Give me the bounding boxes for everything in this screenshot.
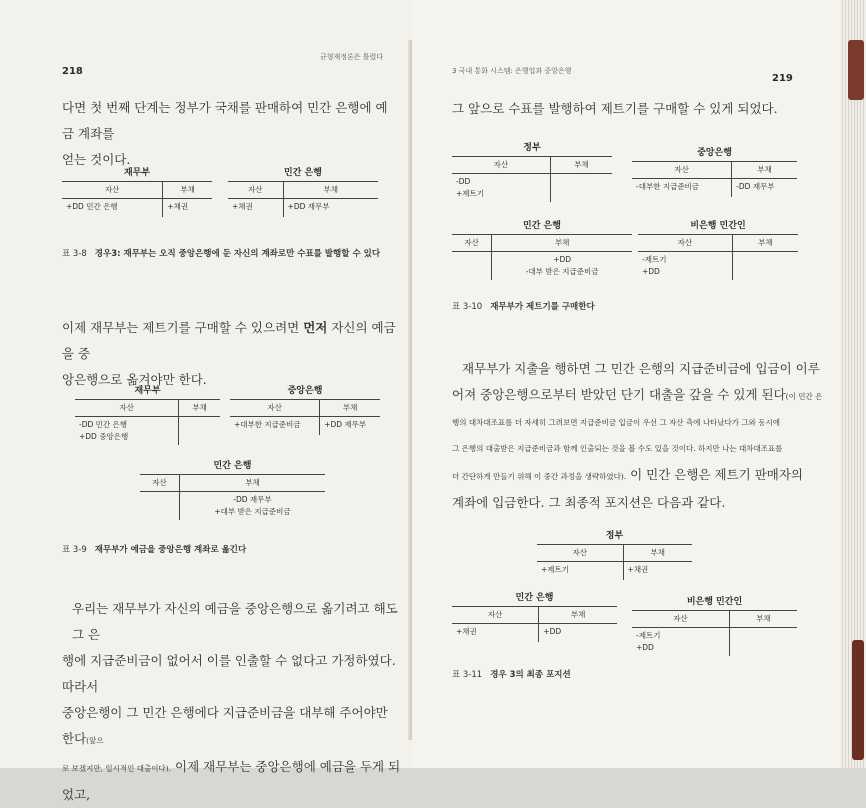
t310-central-bank-account: 중앙은행 자산 부채 -대부한 지급준비금 -DD 재무부 bbox=[632, 145, 797, 197]
page-number-right: 219 bbox=[772, 73, 793, 84]
bookmark-tab-lower bbox=[852, 640, 864, 760]
t311-government-account: 정부 자산 부채 +제트기 +채권 bbox=[537, 528, 692, 580]
t311-private-bank-account: 민간 은행 자산 부채 +채권 +DD bbox=[452, 590, 617, 642]
paragraph-1-right: 그 앞으로 수표를 발행하여 제트기를 구매할 수 있게 되었다. bbox=[452, 101, 778, 116]
t39-private-bank-account: 민간 은행 자산 부채 -DD 재무부 +대부 받은 지급준비금 bbox=[140, 458, 325, 520]
caption-table-3-10: 표 3-10 재무부가 제트기를 구매한다 bbox=[452, 302, 595, 312]
paragraph-2-right: 재무부가 지출을 행하면 그 민간 은행의 지급준비금에 입금이 이루 어져 중앙은행으로부터 받았던 단기 대출을 갚을 수 있게 된다(이 민간 은 행의 대차대조표를 더 자세히 그려보면 지급준비금 입금이 우선 그 자산 측에 나타났다가 그와 동시에 그 은행의 대출받은 지급준비금과 함께 인출되는 것을 볼 수도 있을 것이다. 하지만 나는 대차대조표를 더 간단하게 만들기 위해 이 중간 과정을 생략하였다). 이 민간 은행은 제트기 판매자의 계좌에 입금한다. 그 최종적 포지션은 다음과 같다. bbox=[452, 361, 823, 510]
paragraph-1-left: 다면 첫 번째 단계는 정부가 국채를 판매하여 민간 은행에 예금 계좌를 얻는 것이다. bbox=[62, 100, 388, 167]
t310-nonbank-public-account: 비은행 민간인 자산 부채 -제트기 +DD bbox=[638, 218, 798, 280]
page-number-left: 218 bbox=[62, 66, 83, 77]
caption-table-3-11: 표 3-11 경우 3의 최종 포지션 bbox=[452, 670, 571, 680]
running-head-right: 3 국내 통화 시스템: 은행업과 중앙은행 bbox=[452, 67, 572, 75]
caption-table-3-9: 표 3-9 재무부가 예금을 중앙은행 계좌로 옮긴다 bbox=[62, 545, 247, 555]
paragraph-2-left: 이제 재무부는 제트기를 구매할 수 있으려면 먼저 자신의 예금을 중 앙은행으로 옮겨야만 한다. bbox=[62, 320, 396, 387]
bookmark-tab bbox=[848, 40, 864, 100]
t39-central-bank-account: 중앙은행 자산 부채 +대부한 지급준비금 +DD 재무부 bbox=[230, 383, 380, 435]
caption-table-3-8: 표 3-8 경우3: 재무부는 오직 중앙은행에 둔 자신의 계좌로만 수표를 발행할 수 있다 bbox=[62, 249, 381, 259]
t38-treasury-account: 재무부 자산 부채 +DD 민간 은행 +채권 bbox=[62, 165, 212, 217]
t310-private-bank-account: 민간 은행 자산 부채 +DD -대부 받은 지급준비금 bbox=[452, 218, 632, 280]
t38-private-bank-account: 민간 은행 자산 부채 +채권 +DD 재무부 bbox=[228, 165, 378, 217]
right-page bbox=[412, 0, 840, 768]
running-head-left: 균형재정론은 틀렸다 bbox=[320, 53, 384, 61]
paragraph-3-left: 우리는 재무부가 자신의 예금을 중앙은행으로 옮기려고 해도 그 은 행에 지급준비금이 없어서 이를 인출할 수 없다고 가정하였다. 따라서 중앙은행이 그 민간 은행에다 지급준비금을 대부해 주어야만 한다(앞으 로 보겠지만, 일시적인 대출이다). 이제 재무부는 중앙은행에 예금을 두게 되었고, bbox=[62, 601, 401, 802]
left-page bbox=[0, 0, 412, 802]
t311-nonbank-public-account: 비은행 민간인 자산 부채 -제트기 +DD bbox=[632, 594, 797, 656]
t310-government-account: 정부 자산 부채 -DD +제트기 bbox=[452, 140, 612, 202]
t39-treasury-account: 재무부 자산 부채 -DD 민간 은행 +DD 중앙은행 bbox=[75, 383, 220, 445]
